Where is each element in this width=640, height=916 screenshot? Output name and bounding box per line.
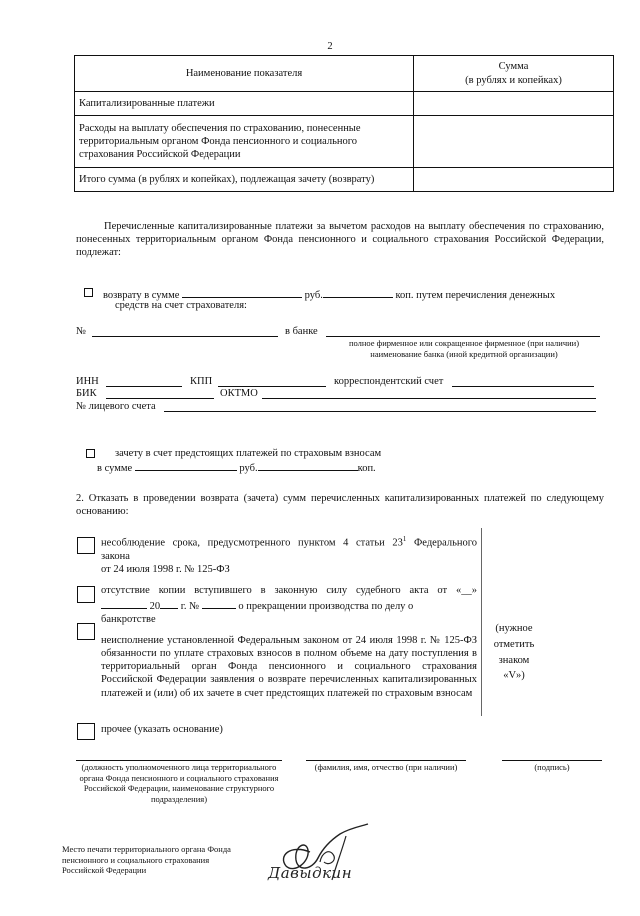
- refund-kop-label: коп. путем перечисления денежных: [395, 290, 556, 301]
- row-label: Расходы на выплату обеспечения по страхованию, понесенные территориальным органом Фонда пенсионного и социального страхования Российской Федерации: [75, 116, 414, 168]
- refund-line2: средств на счет страхователя:: [115, 300, 247, 311]
- header-sum-line2: (в рублях и копейках): [465, 74, 562, 86]
- reason3-text: неисполнение установленной Федеральным законом от 24 июля 1998 г. № 125-ФЗ обязанности по уплате страховых взносов в полном объеме на дату поступления в территориальный орган Фонда пенсионного и социального страхования Российской Федерации заявления о возврате перечисленных капитализированных платежей и (или) об их зачете в счет предстоящих платежей по страховым взносам: [101, 635, 477, 699]
- row-value-cell[interactable]: [414, 168, 614, 192]
- bank-name-field[interactable]: [326, 336, 600, 337]
- corr-account-field[interactable]: [452, 386, 594, 387]
- offset-rub-label: руб.: [239, 463, 258, 474]
- reason3-checkbox[interactable]: [77, 623, 95, 640]
- offset-kop-label: коп.: [357, 463, 376, 474]
- reason2-year-prefix: 20: [149, 601, 161, 613]
- reason2-year-field[interactable]: [160, 597, 178, 609]
- header-name-cell: Наименование показателя: [75, 56, 414, 92]
- sign-line[interactable]: [502, 760, 602, 761]
- reason2-tail: о прекращении производства по делу о: [238, 601, 414, 613]
- signature-flourish: [283, 824, 368, 869]
- offset-amount-field[interactable]: [135, 459, 237, 471]
- header-sum-line1: Сумма: [498, 61, 529, 73]
- reason2-number-label: г. №: [180, 601, 200, 613]
- reason2-line2: [101, 597, 477, 613]
- refund-label: возврату в сумме: [103, 290, 180, 301]
- corr-account-label: корреспондентский счет: [334, 376, 444, 387]
- bik-field[interactable]: [106, 398, 214, 399]
- name-note: (фамилия, имя, отчество (при наличии): [314, 762, 458, 772]
- refund-amount-field[interactable]: [182, 286, 302, 298]
- reason1-line3: от 24 июля 1998 г. № 125-ФЗ: [101, 563, 230, 575]
- reason1-line1: [101, 535, 477, 550]
- position-line[interactable]: [76, 760, 282, 761]
- reason1-text: [101, 535, 477, 576]
- refund-rub-label: руб.: [304, 290, 323, 301]
- reason2-text: [101, 584, 477, 626]
- bank-label: в банке: [285, 326, 318, 337]
- reason2-line3: банкротстве: [101, 614, 156, 626]
- summary-table: [74, 55, 614, 192]
- kpp-label: КПП: [190, 376, 213, 387]
- row-value-cell[interactable]: [414, 116, 614, 168]
- reason1-part: Федерального: [414, 537, 478, 549]
- reason4-checkbox[interactable]: [77, 723, 95, 740]
- signature-surname: Давыдкин: [268, 864, 353, 882]
- intro-paragraph: Перечисленные капитализированные платежи за вычетом расходов на выплату обеспечения по страхованию, понесенных территориальным органом Фонда пенсионного и социального страхования Российской Федерации, подлежат:: [76, 221, 604, 259]
- oktmo-label: ОКТМО: [220, 388, 258, 399]
- reason2-line1: отсутствие копии вступившего в законную силу судебного акта от «__»: [101, 585, 477, 596]
- bik-label: БИК: [76, 388, 97, 399]
- mark-note-line: «V»): [503, 670, 525, 682]
- row-label: Капитализированные платежи: [75, 92, 414, 116]
- offset-sum-label: в сумме: [97, 463, 133, 474]
- row-label: Итого сумма (в рублях и копейках), подлежащая зачету (возврату): [75, 168, 414, 192]
- refund-rub-field[interactable]: [323, 286, 393, 298]
- reasons-bracket: [481, 528, 482, 716]
- personal-account-field[interactable]: [164, 411, 596, 412]
- mark-note-line: (нужное: [495, 623, 533, 634]
- reason2-checkbox[interactable]: [77, 586, 95, 603]
- reason1-line2: закона: [101, 550, 130, 562]
- row-value-cell[interactable]: [414, 92, 614, 116]
- reason4-text: прочее (указать основание): [101, 724, 223, 735]
- offset-amount-line: [97, 459, 376, 475]
- header-sum-cell: [414, 56, 614, 92]
- reason1-sup: 1: [402, 535, 407, 543]
- offset-checkbox[interactable]: [86, 449, 95, 458]
- mark-note: [486, 621, 542, 684]
- table-header-row: [75, 56, 614, 92]
- bank-note: полное фирменное или сокращенное фирменное (при наличии) наименование банка (иной кредитной организации): [348, 338, 580, 359]
- refuse-heading: 2. Отказать в проведении возврата (зачета) сумм перечисленных капитализированных платежей по следующему основанию:: [76, 493, 604, 518]
- inn-label: ИНН: [76, 376, 99, 387]
- refund-checkbox[interactable]: [84, 288, 93, 297]
- name-line[interactable]: [306, 760, 466, 761]
- mark-note-line: знаком: [498, 654, 530, 666]
- offset-rub-field[interactable]: [258, 459, 358, 471]
- sign-note: (подпись): [534, 762, 570, 772]
- reason1-part: несоблюдение срока, предусмотренного пунктом 4 статьи 23: [101, 537, 403, 549]
- inn-field[interactable]: [106, 386, 182, 387]
- reason2-day-field[interactable]: [101, 597, 147, 609]
- signature-stroke: [320, 852, 334, 864]
- personal-account-label: № лицевого счета: [76, 401, 156, 412]
- account-no-field[interactable]: [92, 336, 278, 337]
- table-row: [75, 168, 614, 192]
- reason2-number-field[interactable]: [202, 597, 236, 609]
- page-number: 2: [327, 41, 333, 52]
- offset-label: зачету в счет предстоящих платежей по страховым взносам: [115, 448, 382, 459]
- position-note: (должность уполномоченного лица территориального органа Фонда пенсионного и социального страхования Российской Федерации, наименование структурного подразделения): [79, 762, 279, 804]
- table-row: [75, 92, 614, 116]
- table-row: [75, 116, 614, 168]
- oktmo-field[interactable]: [262, 398, 596, 399]
- reason1-checkbox[interactable]: [77, 537, 95, 554]
- account-no-label: №: [76, 326, 87, 337]
- stamp-place-note: Место печати территориального органа Фонда пенсионного и социального страхования Российской Федерации: [62, 844, 231, 876]
- mark-note-line: отметить: [493, 638, 535, 650]
